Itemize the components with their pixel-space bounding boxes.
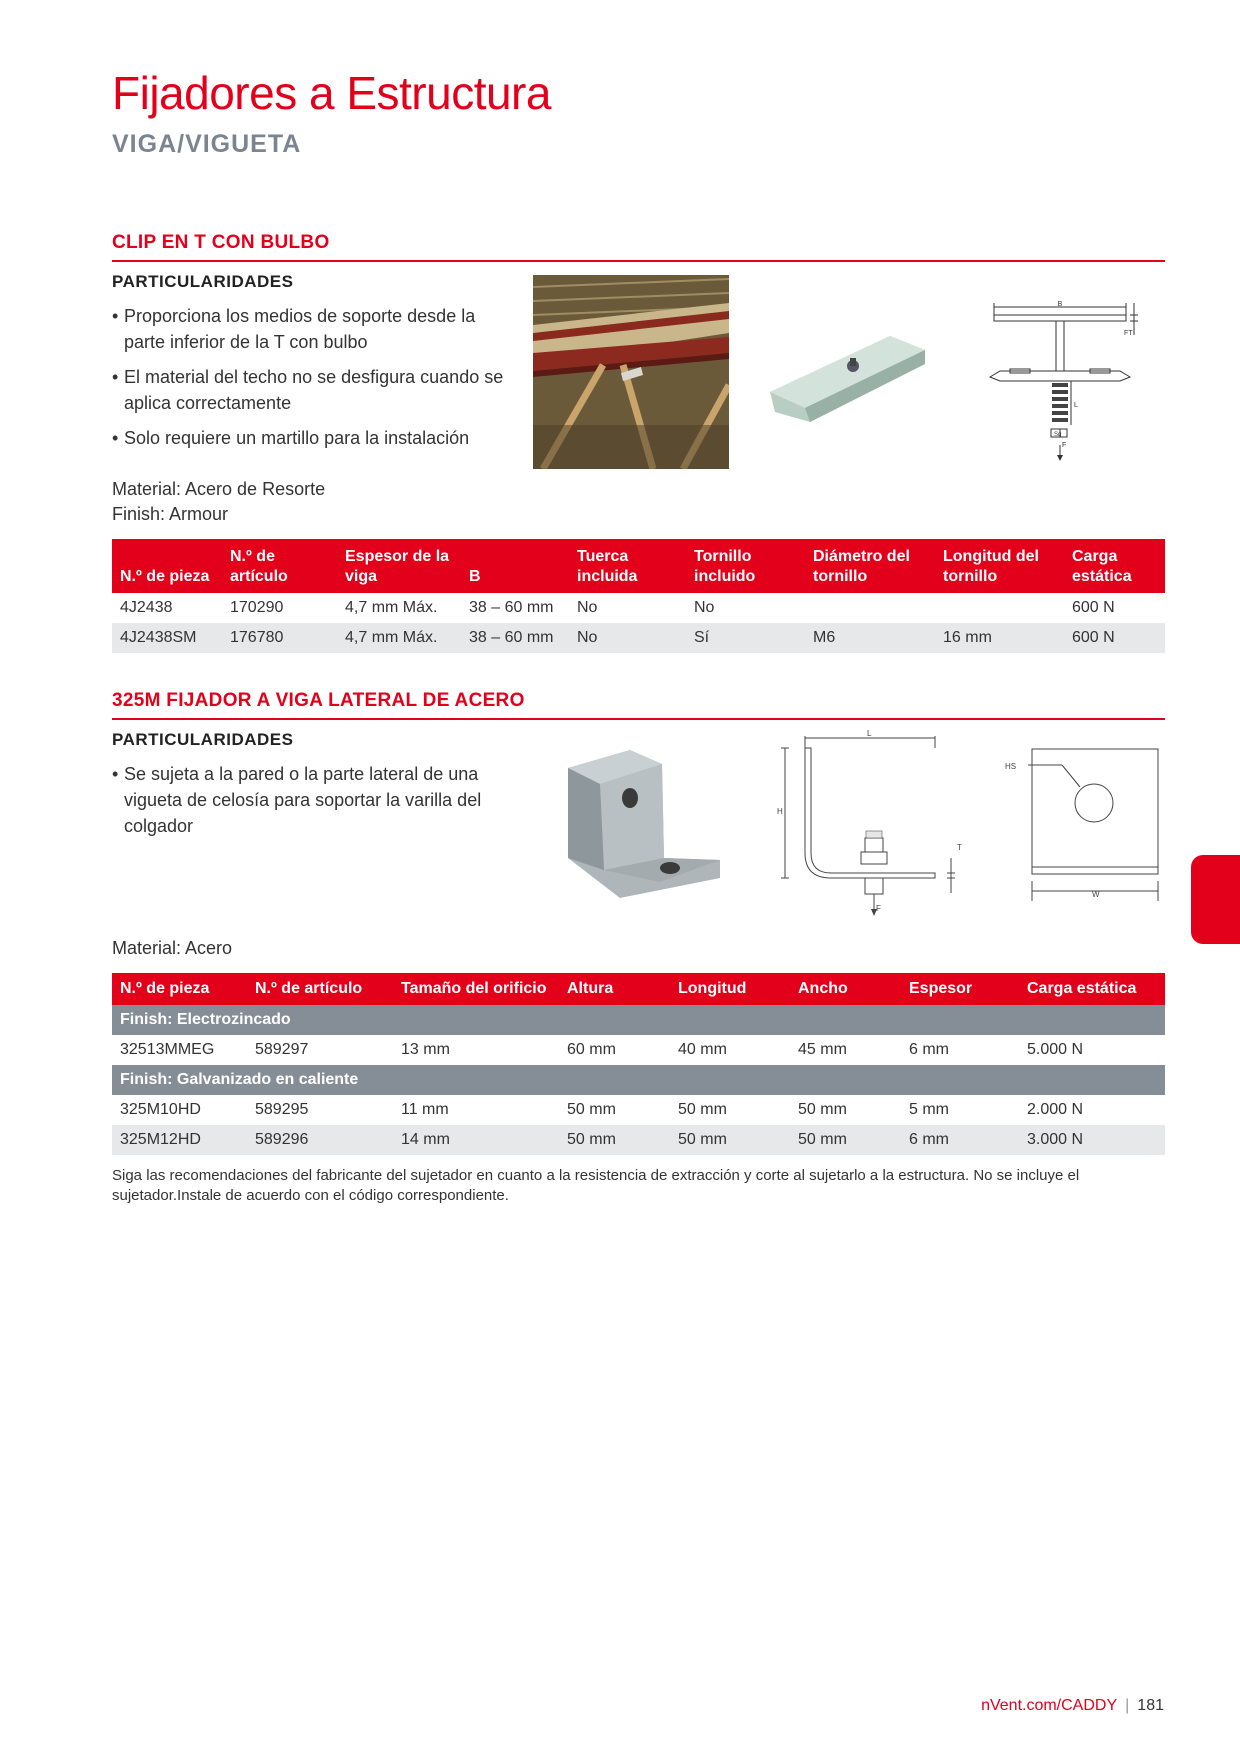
page-subtitle: VIGA/VIGUETA — [112, 130, 302, 158]
table-cell: 4J2438 — [120, 599, 173, 616]
features-heading: PARTICULARIDADES — [112, 272, 294, 291]
dim-label-b: B — [1057, 301, 1063, 308]
angle-bracket-front-diagram — [1000, 745, 1165, 905]
table-cell: 13 mm — [401, 1041, 450, 1058]
table-cell: 38 – 60 mm — [469, 599, 554, 616]
dim-label-w: W — [1092, 890, 1100, 899]
chapter-tab — [1191, 855, 1240, 944]
table-cell — [805, 593, 935, 623]
feature-item: • Solo requiere un martillo para la instalación — [112, 425, 512, 451]
table-cell: 50 mm — [559, 1125, 670, 1155]
col-header: Carga estática — [1064, 539, 1165, 593]
angle-bracket-side-diagram — [775, 728, 970, 918]
dim-label-l: L — [1074, 402, 1078, 409]
dim-label-l: L — [867, 729, 872, 738]
col-header: N.º de artículo — [247, 973, 393, 1005]
feature-item: • Proporciona los medios de soporte desde la parte inferior de la T con bulbo — [112, 303, 512, 355]
table-cell: 60 mm — [567, 1041, 616, 1058]
col-header: Ancho — [790, 973, 901, 1005]
table-cell: 50 mm — [790, 1125, 901, 1155]
table-cell: 38 – 60 mm — [461, 623, 569, 653]
table-cell: Sí — [686, 623, 805, 653]
col-header: N.º de pieza — [112, 539, 222, 593]
table-cell: 14 mm — [393, 1125, 559, 1155]
col-header: Tamaño del orificio — [393, 973, 559, 1005]
group-row — [112, 1065, 1165, 1095]
features-heading: PARTICULARIDADES — [112, 730, 294, 749]
table-cell: 45 mm — [798, 1041, 847, 1058]
section-title-325m: 325M FIJADOR A VIGA LATERAL DE ACERO — [112, 690, 1165, 720]
table-cell: 2.000 N — [1027, 1101, 1084, 1118]
dim-label-hs: HS — [1005, 762, 1017, 771]
table-row — [112, 593, 1165, 623]
col-header: Carga estática — [1019, 973, 1165, 1005]
section-title-clip-t: CLIP EN T CON BULBO — [112, 232, 1165, 262]
325m-spec-table — [112, 973, 1165, 1155]
table-cell: 325M12HD — [112, 1125, 247, 1155]
group-label: Finish: Electrozincado — [112, 1005, 1165, 1035]
table-cell: 6 mm — [909, 1041, 949, 1058]
clip-t-spec-table — [112, 539, 1165, 653]
table-cell: M6 — [805, 623, 935, 653]
dim-label-f: F — [876, 904, 881, 913]
table-cell: 32513MMEG — [120, 1041, 215, 1058]
table-cell: 5.000 N — [1027, 1041, 1084, 1058]
group-row — [112, 1005, 1165, 1035]
table-cell: 4J2438SM — [112, 623, 222, 653]
col-header: Altura — [559, 973, 670, 1005]
table-cell: 3.000 N — [1019, 1125, 1165, 1155]
feature-item: • El material del techo no se desfigura cuando se aplica correctamente — [112, 364, 512, 416]
finish-text: Finish: Armour — [112, 504, 229, 524]
table-cell: 50 mm — [798, 1101, 847, 1118]
col-header: Espesor de la viga — [337, 539, 461, 593]
table-cell: 176780 — [222, 623, 337, 653]
table-cell: 50 mm — [670, 1125, 790, 1155]
table-cell: 600 N — [1072, 599, 1115, 616]
table-cell: No — [577, 599, 598, 616]
page-number: 181 — [1137, 1697, 1164, 1714]
footer-link[interactable]: nVent.com/CADDY — [981, 1697, 1118, 1714]
footnote: Siga las recomendaciones del fabricante del sujetador en cuanto a la resistencia de extracción y corte al sujetarlo a la estructura. No se incluye el sujetador.Instale de acuerdo con el código correspondiente. — [112, 1167, 1080, 1204]
table-cell: 600 N — [1064, 623, 1165, 653]
table-cell: 589295 — [255, 1101, 309, 1118]
table-cell — [935, 593, 1064, 623]
table-cell: 170290 — [230, 599, 284, 616]
table-cell: 6 mm — [901, 1125, 1019, 1155]
table-row — [112, 623, 1165, 653]
table-row — [112, 1125, 1165, 1155]
table-cell: 16 mm — [935, 623, 1064, 653]
table-cell: 50 mm — [567, 1101, 616, 1118]
dim-label-h: H — [777, 807, 783, 816]
col-header: Tuerca incluida — [569, 539, 686, 593]
col-header: Longitud del tornillo — [935, 539, 1064, 593]
page-title: Fijadores a Estructura — [112, 67, 551, 119]
dim-label-f: F — [1062, 442, 1067, 449]
dim-label-ft: FT — [1124, 330, 1133, 337]
features-list — [112, 303, 512, 460]
features-list — [112, 761, 502, 848]
installation-photo — [533, 275, 729, 469]
table-cell: 325M10HD — [120, 1101, 201, 1118]
table-cell: 589296 — [247, 1125, 393, 1155]
table-row — [112, 1095, 1165, 1125]
col-header: Tornillo incluido — [686, 539, 805, 593]
material-text: Material: Acero de Resorte — [112, 479, 326, 499]
table-cell: 4,7 mm Máx. — [345, 599, 438, 616]
col-header: Diámetro del tornillo — [805, 539, 935, 593]
footer — [981, 1697, 1164, 1715]
col-header: B — [461, 539, 569, 593]
table-cell: 4,7 mm Máx. — [337, 623, 461, 653]
angle-bracket-product-image — [560, 740, 730, 900]
table-cell: 40 mm — [678, 1041, 727, 1058]
t-clip-product-image — [765, 330, 930, 425]
dim-label-t: T — [957, 843, 962, 852]
table-cell: 5 mm — [909, 1101, 949, 1118]
table-cell: 589297 — [255, 1041, 309, 1058]
material-text: Material: Acero — [112, 938, 233, 958]
col-header: N.º de pieza — [112, 973, 247, 1005]
footer-separator: | — [1125, 1697, 1130, 1714]
col-header: Longitud — [670, 973, 790, 1005]
table-row — [112, 1035, 1165, 1065]
feature-item: • Se sujeta a la pared o la parte lateral de una vigueta de celosía para soportar la varilla del colgador — [112, 761, 502, 839]
dim-label-sq: Sq — [1054, 432, 1062, 438]
t-clip-dimension-diagram — [980, 295, 1150, 470]
table-cell: 11 mm — [401, 1101, 449, 1118]
table-cell: 50 mm — [678, 1101, 727, 1118]
col-header: Espesor — [901, 973, 1019, 1005]
table-cell: No — [569, 623, 686, 653]
group-label: Finish: Galvanizado en caliente — [112, 1065, 1165, 1095]
table-cell: No — [694, 599, 715, 616]
col-header: N.º de artículo — [222, 539, 337, 593]
